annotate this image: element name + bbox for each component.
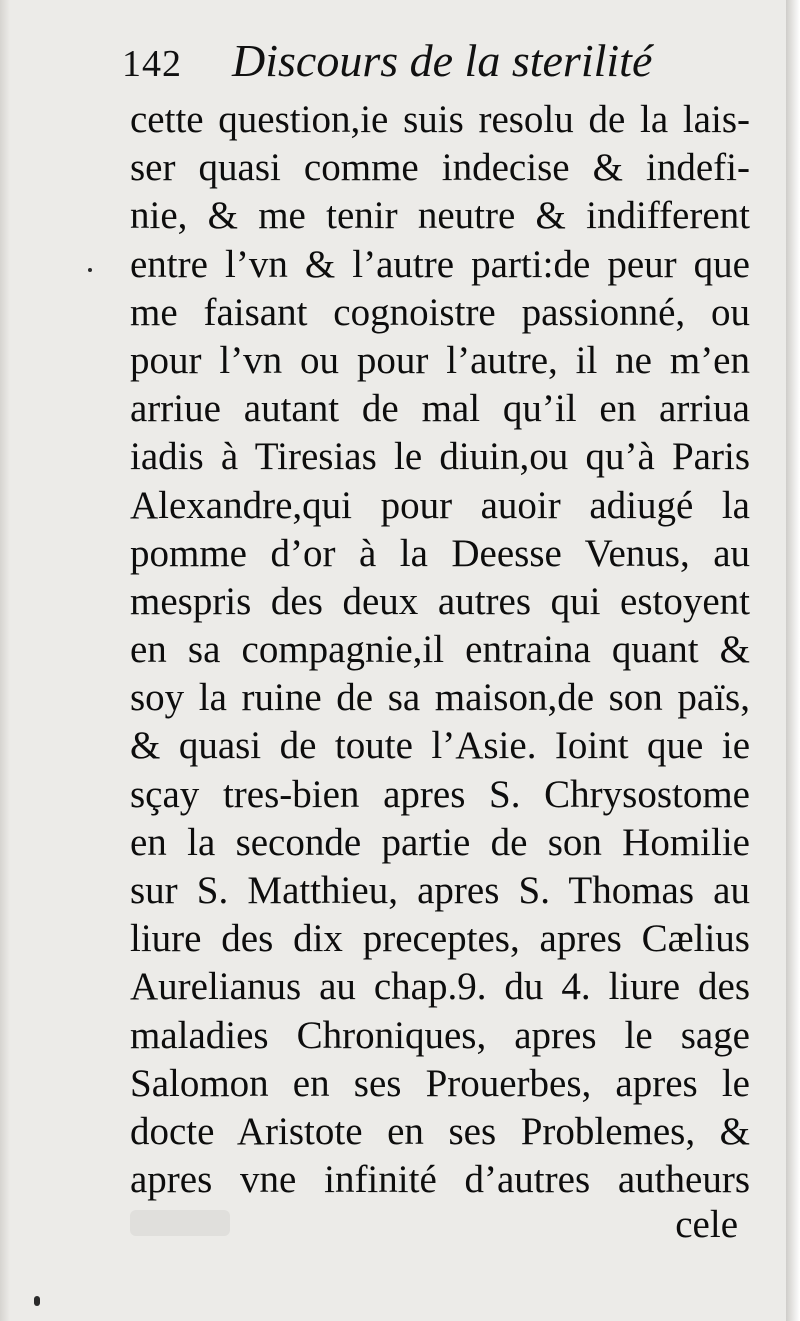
text-line: Alexandre,qui pour auoir adiugé la bbox=[130, 483, 750, 527]
ink-speck bbox=[34, 1296, 40, 1306]
text-line: me faisant cognoistre passionné, ou bbox=[130, 290, 750, 334]
text-line: Aurelianus au chap.9. du 4. liure des bbox=[130, 965, 750, 1009]
text-line: pour l’vn ou pour l’autre, il ne m’en bbox=[130, 338, 750, 382]
body-text bbox=[130, 96, 750, 1204]
running-title: Discours de la sterilité bbox=[232, 35, 653, 86]
text-line: & quasi de toute l’Asie. Ioint que ie bbox=[130, 724, 750, 768]
ink-speck bbox=[88, 268, 92, 272]
page-edge bbox=[786, 0, 800, 1321]
catchword: cele bbox=[675, 1203, 738, 1246]
text-line: en sa compagnie,il entraina quant & bbox=[130, 628, 750, 672]
text-line: entre l’vn & l’autre parti:de peur que bbox=[130, 242, 750, 286]
text-line: cette question,ie suis resolu de la lais- bbox=[130, 98, 750, 141]
page-number: 142 bbox=[122, 43, 182, 85]
page-gutter-shadow bbox=[0, 0, 10, 1321]
text-line: sur S. Matthieu, apres S. Thomas au bbox=[130, 869, 750, 912]
text-line: mespris des deux autres qui estoyent bbox=[130, 579, 750, 623]
text-line: Salomon en ses Prouerbes, apres le bbox=[130, 1061, 750, 1105]
text-line: maladies Chroniques, apres le sage bbox=[130, 1013, 750, 1057]
text-line: arriue autant de mal qu’il en arriua bbox=[130, 387, 750, 431]
text-line: iadis à Tiresias le diuin,ou qu’à Paris bbox=[130, 435, 750, 479]
text-line: soy la ruine de sa maison,de son païs, bbox=[130, 676, 750, 720]
text-line: apres vne infinité d’autres autheurs bbox=[130, 1158, 750, 1202]
text-line: liure des dix preceptes, apres Cælius bbox=[130, 917, 750, 961]
text-line: ser quasi comme indecise & indefi- bbox=[130, 146, 750, 190]
text-line: sçay tres-bien apres S. Chrysostome bbox=[130, 772, 750, 816]
ink-show-through bbox=[130, 1210, 230, 1236]
text-line: en la seconde partie de son Homilie bbox=[130, 820, 750, 864]
text-line: pomme d’or à la Deesse Venus, au bbox=[130, 531, 750, 575]
text-line: docte Aristote en ses Problemes, & bbox=[130, 1109, 750, 1153]
text-line: nie, & me tenir neutre & indifferent bbox=[130, 194, 750, 238]
